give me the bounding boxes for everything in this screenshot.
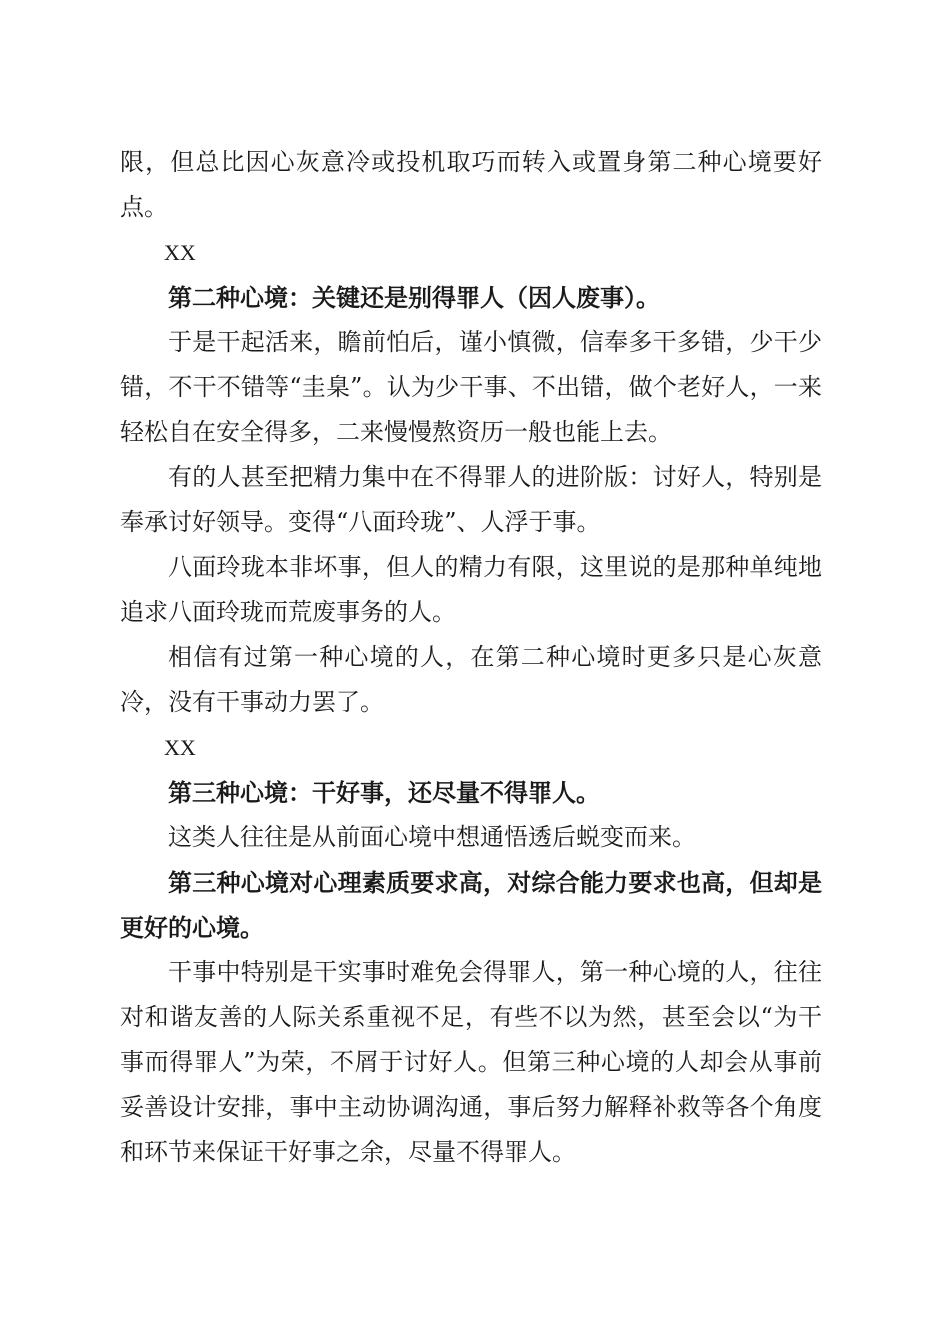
document-body <box>120 140 822 1175</box>
paragraph-emphasis: 第三种心境对心理素质要求高，对综合能力要求也高，但却是更好的心境。 <box>120 868 822 942</box>
section-separator: XX <box>164 240 196 265</box>
paragraph-continuation: 限，但总比因心灰意冷或投机取巧而转入或置身第二种心境要好点。 <box>120 148 822 221</box>
paragraph: 相信有过第一种心境的人，在第二种心境时更多只是心灰意冷，没有干事动力罢了。 <box>120 643 822 716</box>
paragraph: 于是干起活来，瞻前怕后，谨小慎微，信奉多干多错，少干少错，不干不错等“圭臬”。认为少干事、不出错，做个老好人，一来轻松自在安全得多，二来慢慢熬资历一般也能上去。 <box>120 328 822 446</box>
section-heading-second-mindset: 第二种心境：关键还是别得罪人（因人废事）。 <box>168 283 660 312</box>
paragraph: 干事中特别是干实事时难免会得罪人，第一种心境的人，往往对和谐友善的人际关系重视不足，有些不以为然，甚至会以“为干事而得罪人”为荣，不屑于讨好人。但第三种心境的人却会从事前妥善设计安排，事中主动协调沟通，事后努力解释补救等各个角度和环节来保证干好事之余，尽量不得罪人。 <box>120 958 822 1166</box>
section-separator: XX <box>164 735 196 760</box>
paragraph: 八面玲珑本非坏事，但人的精力有限，这里说的是那种单纯地追求八面玲珑而荒废事务的人。 <box>120 553 822 626</box>
section-heading-third-mindset: 第三种心境：干好事，还尽量不得罪人。 <box>168 778 600 807</box>
paragraph: 有的人甚至把精力集中在不得罪人的进阶版：讨好人，特别是奉承讨好领导。变得“八面玲珑”、人浮于事。 <box>120 463 822 536</box>
paragraph: 这类人往往是从前面心境中想通悟透后蜕变而来。 <box>168 823 696 851</box>
